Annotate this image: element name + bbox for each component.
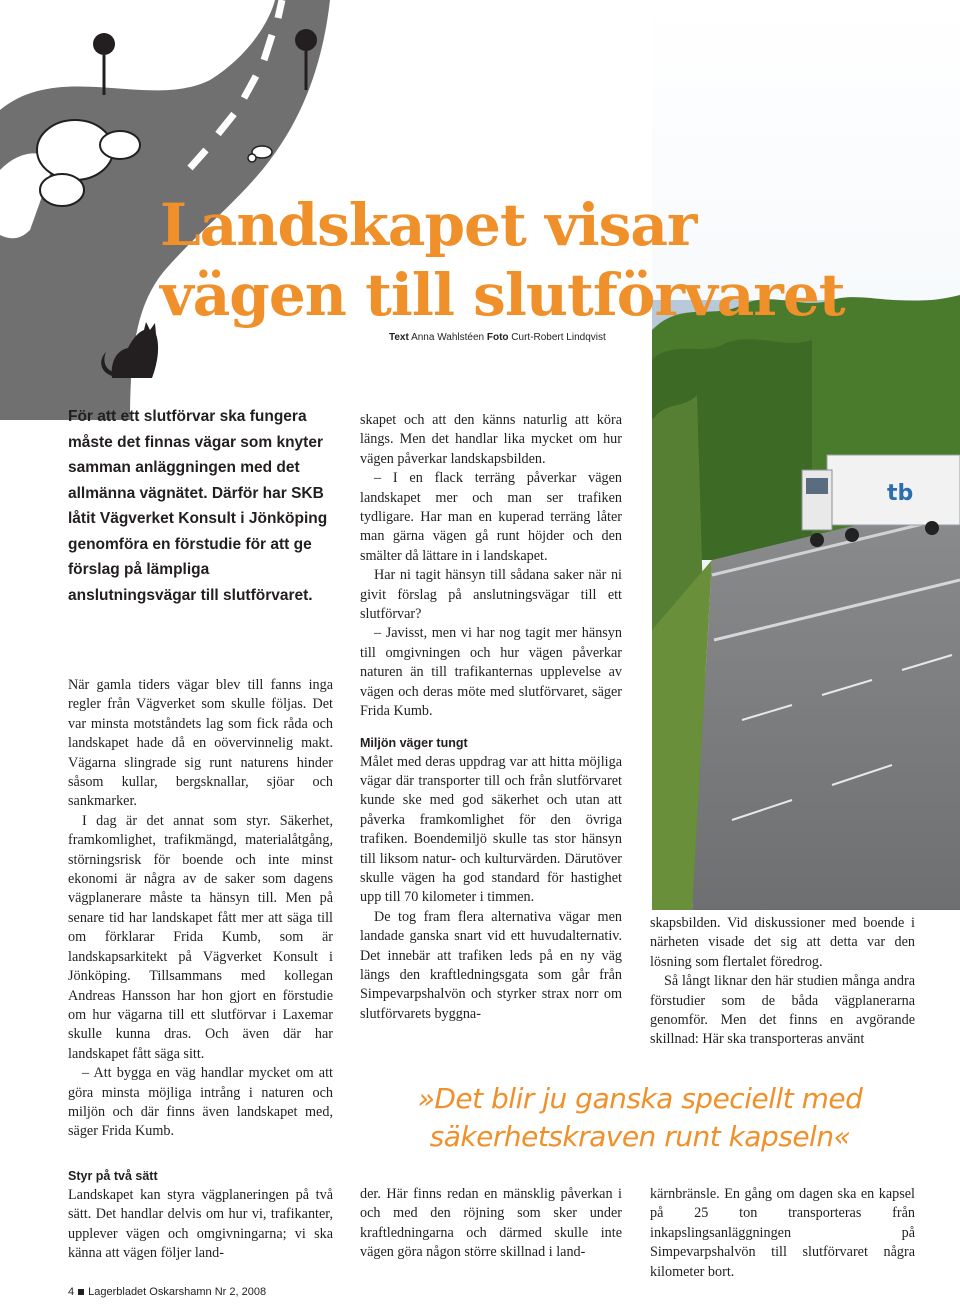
body-paragraph: Målet med deras uppdrag var att hitta möjliga vägar där transporter till och från slutförvaret kunde ske med god säkerhet och utan att påverka framkomlighet för den övriga trafiken. Boendemiljö skulle tas stor hänsyn till liksom natur- och kulturvärden. Därutöver skulle vägen ha god standard för hastighet upp till 70 kilometer i timmen.: [360, 753, 622, 906]
credits-photographer: Curt-Robert Lindqvist: [511, 332, 606, 343]
body-paragraph: – Javisst, men vi har nog tagit mer hänsyn till omgivningen och hur vägen påverkar naturen än till trafikanternas upplevelse av vägen och deras möte med slutförvaret, säger Frida Kumb.: [360, 625, 622, 720]
credits: [389, 332, 606, 343]
headline: [160, 190, 950, 330]
credits-text-label: Text: [389, 332, 409, 343]
column-2: [360, 411, 622, 1024]
body-paragraph: kärnbränsle. En gång om dagen ska en kapsel på 25 ton transporteras från inkapslingsanläggningen på Simpevarpshalvön till slutförvaret några kilometer bort.: [650, 1186, 915, 1280]
headline-line-2: vägen till slutförvaret: [160, 261, 845, 329]
body-paragraph: – Att bygga en väg handlar mycket om att göra minsta möjliga intrång i naturen och miljön och där finns även landskapet med, säger Frida Kumb.: [68, 1065, 333, 1140]
page-footer: [68, 1286, 266, 1298]
headline-line-1: Landskapet visar: [160, 191, 697, 259]
body-paragraph: Har ni tagit hänsyn till sådana saker när ni givit förslag på anslutningsvägar till ett slutförvar?: [360, 567, 622, 623]
body-paragraph: – I en flack terräng påverkar vägen landskapet mer och man ser trafiken tydligare. Har man en kuperad terräng låter man gärna vägen gå runt höjder och den smälter då lättare in i landskapet.: [360, 470, 622, 564]
column-2-bottom: [360, 1185, 622, 1263]
column-1-bottom: [68, 1167, 333, 1264]
credits-author: Anna Wahlstéen: [411, 332, 485, 343]
signpost-left: [93, 33, 115, 95]
page-number: 4: [68, 1286, 75, 1298]
body-paragraph: skapet och att den känns naturlig att köra längs. Men det handlar lika mycket om hur vägen påverkar landskapsbilden.: [360, 412, 622, 467]
body-paragraph: När gamla tiders vägar blev till fanns inga regler från Vägverket som skulle följas. Det var minsta motståndets lag som fick råda och landskapet hade då en oövervinnelig makt. Vägarna slingrade sig runt naturens hinder såsom kullar, bergsknallar, sjöar och sankmarker.: [68, 677, 333, 810]
subheading: Miljön väger tungt: [360, 735, 468, 750]
body-paragraph: De tog fram flera alternativa vägar men landade ganska snart vid ett huvudalternativ. Det innebär att trafiken leds på en ny väg längs den kraftledningsgata som går från Simpevarpshalvön och styrker strax norr om slutförvarets byggna-: [360, 908, 622, 1022]
body-paragraph: skapsbilden. Vid diskussioner med boende i närheten visade det sig att detta var den lösning som flertalet föredrog.: [650, 915, 915, 970]
pull-quote: [400, 1080, 880, 1156]
subheading: Styr på två sätt: [68, 1169, 158, 1183]
body-paragraph: Landskapet kan styra vägplaneringen på två sätt. Det handlar delvis om hur vi, trafikanter, upplever vägen och omgivningarna; vi ska känna att vägen följer land-: [68, 1187, 333, 1262]
pull-quote-line-1: »Det blir ju ganska speciellt med: [417, 1082, 863, 1115]
publication-name: Lagerbladet Oskarshamn Nr 2, 2008: [88, 1286, 267, 1298]
pull-quote-line-2: säkerhetskraven runt kapseln«: [429, 1120, 851, 1153]
column-3-bottom: [650, 1185, 915, 1282]
lead-paragraph: För att ett slutförvar ska fungera måste det finnas vägar som knyter samman anläggningen med det allmänna vägnätet. Därför har SKB låtit Vägverket Konsult i Jönköping genomföra en förstudie för att ge förslag på lämpliga anslutningsvägar till slutförvaret.: [68, 408, 328, 604]
svg-text:tb: tb: [887, 481, 914, 506]
highway-photo: [652, 0, 960, 910]
body-paragraph: der. Här finns redan en mänsklig påverkan i och med den röjning som sker under kraftledningarna och därmed skulle inte vägen göra någon större skillnad i land-: [360, 1186, 622, 1261]
square-bullet-icon: [78, 1289, 84, 1295]
column-3: [650, 914, 915, 1050]
body-paragraph: Så långt liknar den här studien många andra förstudier som de båda vägplanerarna genomför. Men det finns en avgörande skillnad: Här ska transporteras använt: [650, 973, 915, 1048]
credits-photo-label: Foto: [486, 332, 509, 343]
column-1: [68, 676, 333, 1142]
body-paragraph: I dag är det annat som styr. Säkerhet, framkomlighet, trafikmängd, materialåtgång, störningsrisk för boende och inte minst ekonomi är några av de saker som dagens vägplanerare måste ta hänsyn till. Men på senare tid har landskapet fått mer att säga till om förklarar Frida Kumb, som är landskapsarkitekt på Vägverket Konsult i Jönköping. Tillsammans med kollegan Andreas Hansson har hon gjort en förstudie om hur vägarna till ett slutförvar i Laxemar skulle kunna dras. Och även där har landskapet fått säga sitt.: [68, 812, 333, 1062]
